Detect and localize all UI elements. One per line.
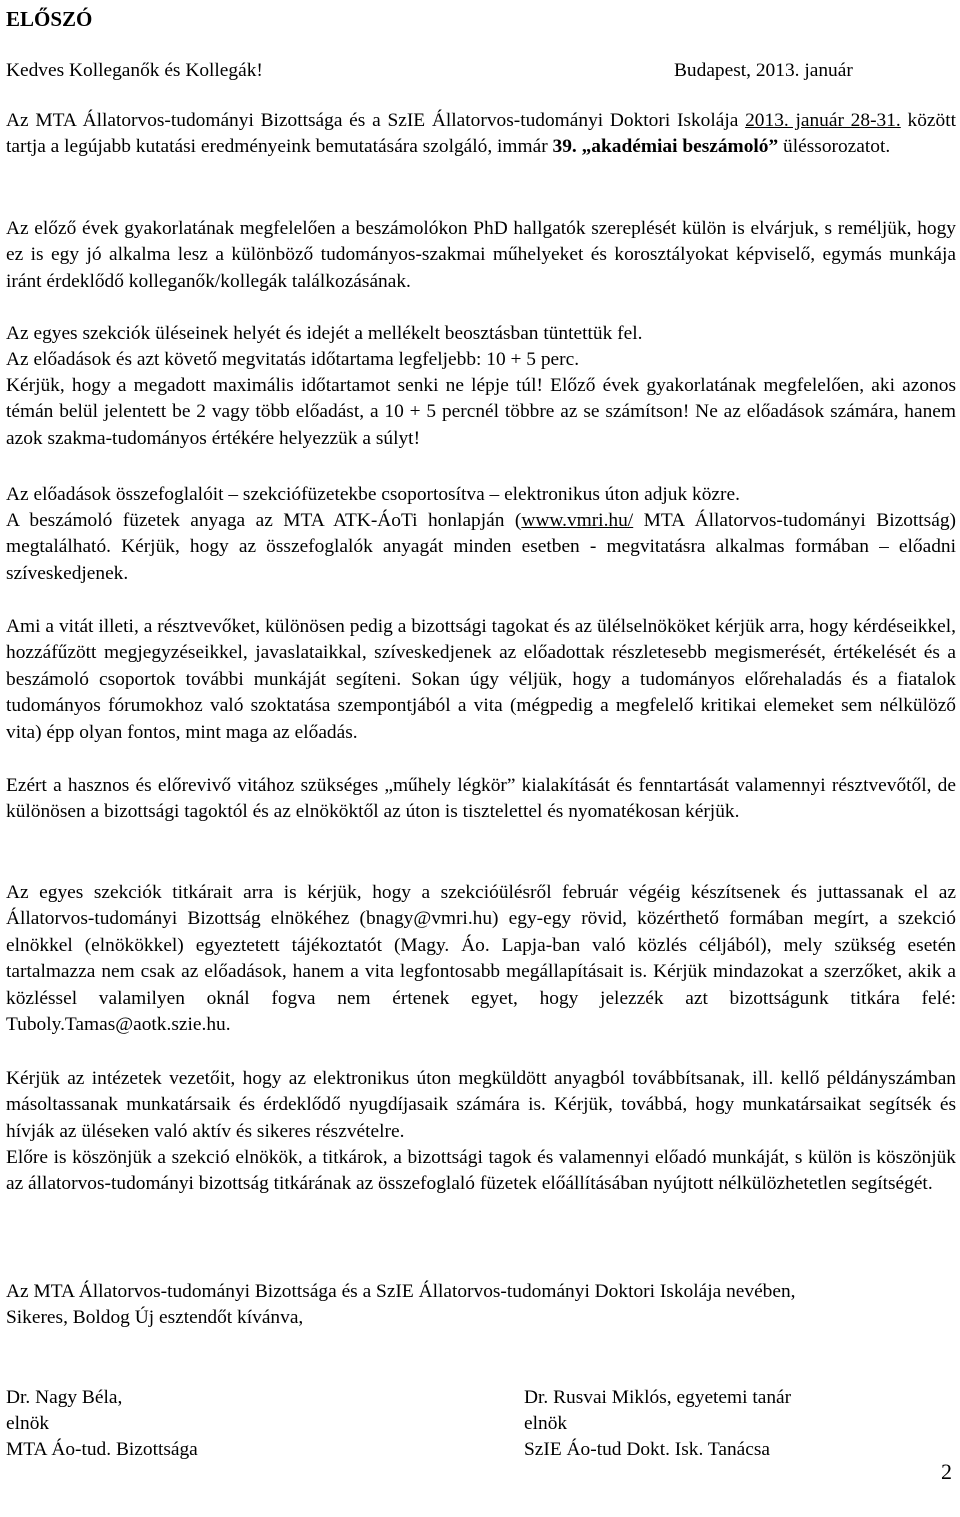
- page-title: ELŐSZÓ: [6, 7, 93, 31]
- paragraph-phd: Az előző évek gyakorlatának megfelelően a beszámolókon PhD hallgatók szereplését külön is elvárjuk, s reméljük, hogy ez is egy jó alkalma lesz a különböző tudományos-szakmai műhelyeket és korosztályokat képviselő, egymás munkája iránt érdeklődő kolleganők/kollegák találkozásának.: [6, 218, 956, 292]
- paragraph-discussion: Ami a vitát illeti, a résztvevőket, különösen pedig a bizottsági tagokat és az ülélselnököket kérjük arra, hogy kérdéseikkel, hozzáfűzött megjegyzéseikkel, javaslataikkal, szíveskedjenek az előadottak részletesebb megismerését, értékelését és a beszámoló csoportok további munkáját segíteni. Sokan úgy véljük, hogy a tudományos előrehaladás és a fiatalok tudományos fórumokhoz való szoktatása szempontjából a vita (mégpedig a megfelelő kritikai elemeket sem nélkülöző vita) épp olyan fontos, mint maga az előadás.: [6, 616, 956, 743]
- paragraph-website: [6, 508, 956, 587]
- greeting: Kedves Kolleganők és Kollegák!: [6, 60, 263, 81]
- intro-text-b: között tartja a legújabb kutatási eredményeink bemutatására szolgáló, immár: [6, 110, 956, 158]
- website-link[interactable]: www.vmri.hu/: [521, 510, 634, 531]
- sections-note: Az egyes szekciók üléseinek helyét és idejét a mellékelt beosztásban tüntettük fel.: [6, 323, 643, 344]
- paragraph-institutes: Kérjük az intézetek vezetőit, hogy az elektronikus úton megküldött anyagból továbbítsanak, ill. kellő példányszámban másoltassanak munkatársaik és érdeklődő nyugdíjasaik számára is. Kérjük, továbbá, hogy munkatársaikat segítsék és hívják az üléseken való aktív és sikeres részvételre.: [6, 1068, 956, 1142]
- abstracts-note: Az előadások összefoglalóit – szekciófüzetekbe csoportosítva – elektronikus úton adjuk közre.: [6, 484, 740, 505]
- paragraph-intro: [6, 108, 956, 161]
- signature-right-org: SzIE Áo-tud Dokt. Isk. Tanácsa: [524, 1439, 770, 1460]
- duration-note: Az előadások és azt követő megvitatás időtartama legfeljebb: 10 + 5 perc.: [6, 349, 580, 370]
- signature-left-org: MTA Áo-tud. Bizottsága: [6, 1439, 198, 1460]
- website-text-a: A beszámoló füzetek anyaga az MTA ATK-ÁoTi honlapján (: [6, 510, 522, 531]
- closing-line: Az MTA Állatorvos-tudományi Bizottsága és a SzIE Állatorvos-tudományi Doktori Iskolája nevében,: [6, 1281, 796, 1302]
- paragraph-time-limit: Kérjük, hogy a megadott maximális időtartamot senki ne lépje túl! Előző évek gyakorlatának megfelelően, aki azonos témán belül jelentett be 2 vagy több előadást, a 10 + 5 percnél többre az se számítson! Ne az előadások számára, hanem azok szakma-tudományos értékére helyezzük a súlyt!: [6, 375, 956, 449]
- signature-left-name: Dr. Nagy Béla,: [6, 1387, 123, 1408]
- paragraph-secretaries: Az egyes szekciók titkárait arra is kérjük, hogy a szekcióülésről február végéig készítsenek és juttassanak el az Állatorvos-tudományi Bizottság elnökéhez (bnagy@vmri.hu) egy-egy rövid, közérthető formában megírt, a szekció elnökkel (elnökökkel) egyeztetett tájékoztatót (Magy. Áo. Lapja-ban való közlés céljából), mely szükség esetén tartalmazza nem csak az előadások, hanem a vita legfontosabb megállapításait is. Kérjük mindazokat a szerzőket, akik a közléssel valamilyen oknál fogva nem értenek egyet, hogy jelezzék azt bizottságunk titkára felé: Tuboly.Tamas@aotk.szie.hu.: [6, 882, 956, 1036]
- intro-text-c: üléssorozatot.: [778, 136, 891, 158]
- paragraph-atmosphere: Ezért a hasznos és előrevivő vitához szükséges „műhely légkör” kialakítását és fenntartását valamennyi résztvevőtől, de különösen a bizottsági tagoktól és az elnököktől az úton is tisztelettel és nyomatékosan kérjük.: [6, 775, 956, 823]
- event-name: 39. „akadémiai beszámoló”: [552, 136, 779, 158]
- intro-text-a: Az MTA Állatorvos-tudományi Bizottsága és a SzIE Állatorvos-tudományi Doktori Iskolája: [6, 110, 746, 131]
- signature-left-role: elnök: [6, 1413, 50, 1434]
- website-text-b: MTA Állatorvos-tudományi Bizottság) megtalálható. Kérjük, hogy az összefoglalók anyagát minden esetben - megvitatásra alkalmas formában – előadni szíveskedjenek.: [6, 510, 956, 584]
- page-number: 2: [941, 1459, 952, 1484]
- signature-right-role: elnök: [524, 1413, 568, 1434]
- place-date: Budapest, 2013. január: [674, 60, 853, 81]
- closing-wish: Sikeres, Boldog Új esztendőt kívánva,: [6, 1307, 304, 1328]
- paragraph-thanks: Előre is köszönjük a szekció elnökök, a titkárok, a bizottsági tagok és valamennyi előadó munkáját, s külön is köszönjük az állatorvos-tudományi bizottság titkárának az összefoglaló füzetek előállításában nyújtott nélkülözhetetlen segítségét.: [6, 1147, 956, 1195]
- event-date: 2013. január 28-31.: [745, 110, 901, 131]
- signature-right-name: Dr. Rusvai Miklós, egyetemi tanár: [524, 1387, 792, 1408]
